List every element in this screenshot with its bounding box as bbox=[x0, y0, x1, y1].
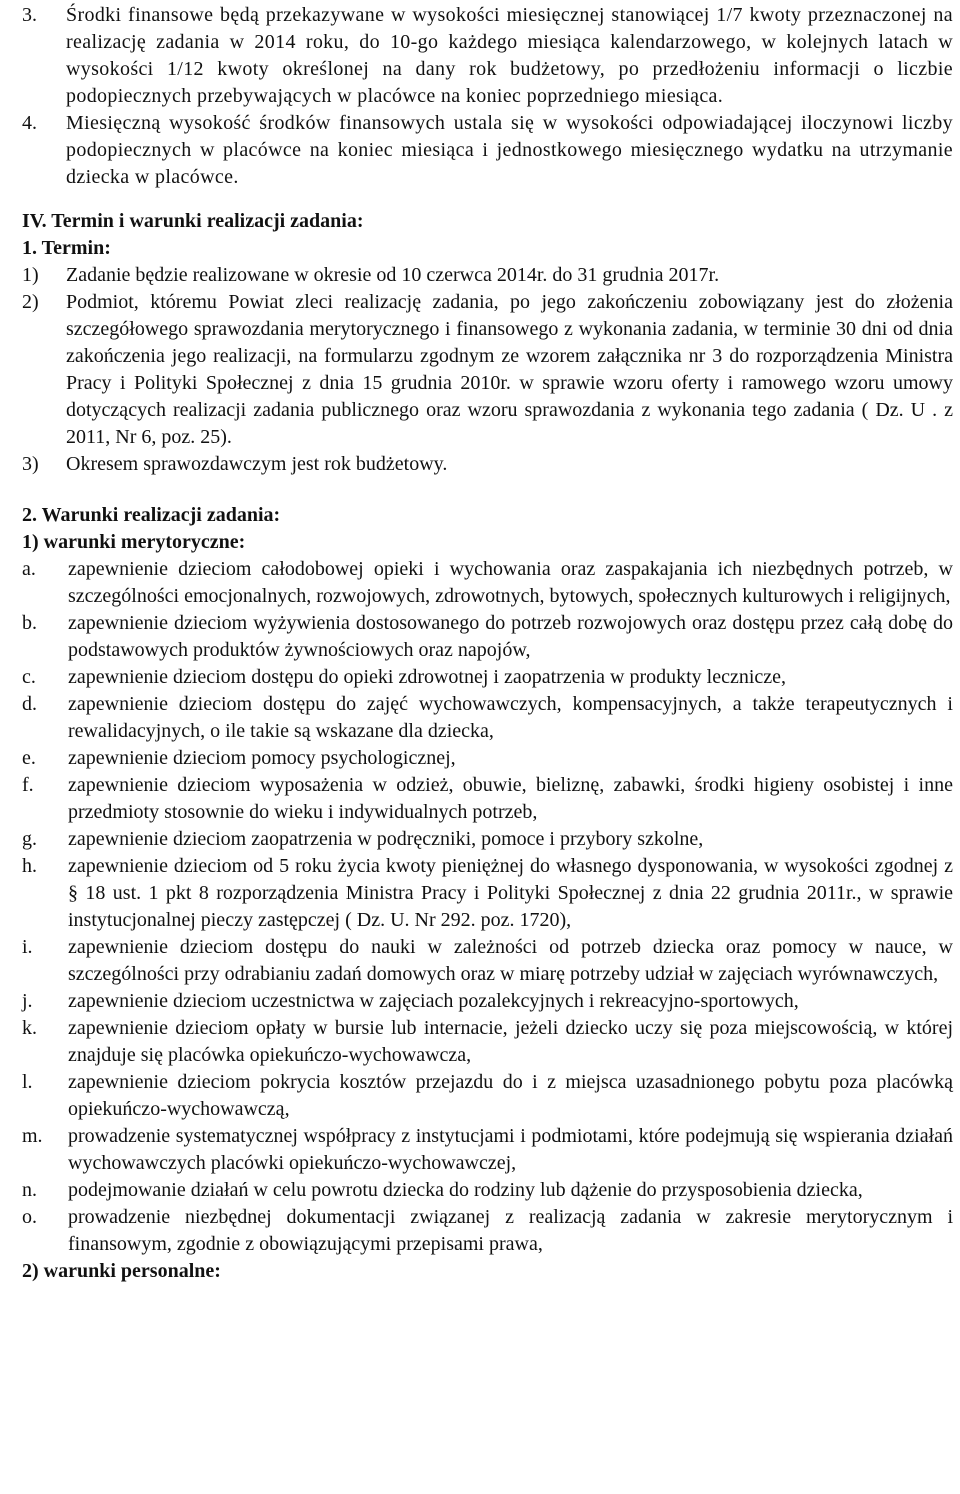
item-text: zapewnienie dzieciom dostępu do nauki w zależności od potrzeb dziecka oraz pomocy w nauce, w szczególności przy odrabianiu zadań domowych oraz w miarę potrzeby udział w zajęciach wyrównawczych, bbox=[68, 936, 953, 985]
item-number: 3) bbox=[22, 453, 39, 475]
item-number: 1) bbox=[22, 264, 39, 286]
list-item bbox=[22, 289, 953, 451]
paragraph-text: Środki finansowe będą przekazywane w wysokości miesięcznej stanowiącej 1/7 kwoty przeznaczonej na realizację zadania w 2014 roku, do 10-go każdego miesiąca kalendarzowego, w kolejnych latach w wysokości 1/12 kwoty określonej na dany rok budżetowy, po przedłożeniu informacji o liczbie podopiecznych przebywających w placówce na koniec poprzedniego miesiąca. bbox=[66, 4, 953, 107]
item-text: zapewnienie dzieciom całodobowej opieki i wychowania oraz zaspakajania ich niezbędnych potrzeb, w szczególności emocjonalnych, rozwojowych, zdrowotnych, bytowych, społecznych kulturowych i religijnych, bbox=[68, 558, 953, 607]
item-letter: c. bbox=[22, 666, 36, 688]
list-item bbox=[22, 556, 953, 610]
item-text: zapewnienie dzieciom pokrycia kosztów przejazdu do i z miejsca uzasadnionego pobytu poza placówką opiekuńczo-wychowawczą, bbox=[68, 1071, 953, 1120]
section-heading: IV. Termin i warunki realizacji zadania: bbox=[22, 210, 364, 232]
list-item bbox=[22, 610, 953, 664]
subsubsection-heading: 1) warunki merytoryczne: bbox=[22, 531, 246, 553]
item-letter: j. bbox=[22, 990, 33, 1012]
item-letter: g. bbox=[22, 828, 37, 850]
item-letter: l. bbox=[22, 1071, 33, 1093]
list-item bbox=[22, 772, 953, 826]
item-text: zapewnienie dzieciom zaopatrzenia w podręczniki, pomoce i przybory szkolne, bbox=[68, 828, 704, 850]
item-letter: k. bbox=[22, 1017, 37, 1039]
list-item bbox=[22, 664, 953, 691]
item-letter: b. bbox=[22, 612, 37, 634]
paragraph-text: Miesięczną wysokość środków finansowych ustala się w wysokości odpowiadającej iloczynowi liczby podopiecznych w placówce na koniec miesiąca i jednostkowego miesięcznego wydatku na utrzymanie dziecka w placówce. bbox=[66, 112, 953, 188]
item-text: zapewnienie dzieciom od 5 roku życia kwoty pieniężnej do własnego dysponowania, w wysokości zgodnej z § 18 ust. 1 pkt 8 rozporządzenia Ministra Pracy i Polityki Społecznej z dnia 22 grudnia 2011r., w sprawie instytucjonalnej pieczy zastępczej ( Dz. U. Nr 292. poz. 1720), bbox=[68, 855, 953, 931]
merytoryczne-list bbox=[22, 556, 953, 1258]
item-letter: n. bbox=[22, 1179, 37, 1201]
item-text: prowadzenie niezbędnej dokumentacji związanej z realizacją zadania w zakresie merytorycznym i finansowym, zgodnie z obowiązującymi przepisami prawa, bbox=[68, 1206, 953, 1255]
item-text: zapewnienie dzieciom dostępu do zajęć wychowawczych, kompensacyjnych, a także terapeutycznych i rewalidacyjnych, o ile takie są wskazane dla dziecka, bbox=[68, 693, 953, 742]
list-item bbox=[22, 745, 953, 772]
list-item bbox=[22, 934, 953, 988]
list-item bbox=[22, 1069, 953, 1123]
item-number: 2) bbox=[22, 291, 39, 313]
list-item bbox=[22, 853, 953, 934]
item-letter: i. bbox=[22, 936, 33, 958]
item-letter: o. bbox=[22, 1206, 37, 1228]
item-text: Podmiot, któremu Powiat zleci realizację zadania, po jego zakończeniu zobowiązany jest do złożenia szczegółowego sprawozdania merytorycznego i finansowego z wykonania zadania, w terminie 30 dni od dnia zakończenia jego realizacji, na formularzu zgodnym ze wzorem załącznika nr 3 do rozporządzenia Ministra Pracy i Polityki Społecznej z dnia 15 grudnia 2010r. w sprawie wzoru oferty i ramowego wzoru umowy dotyczących realizacji zadania publicznego oraz wzoru sprawozdania z wykonania tego zadania ( Dz. U . z 2011, Nr 6, poz. 25). bbox=[66, 291, 953, 448]
item-text: zapewnienie dzieciom wyposażenia w odzież, obuwie, bieliznę, zabawki, środki higieny osobistej i inne przedmioty stosownie do wieku i indywidualnych potrzeb, bbox=[68, 774, 953, 823]
paragraph-4 bbox=[22, 110, 953, 191]
item-letter: a. bbox=[22, 558, 36, 580]
list-item bbox=[22, 691, 953, 745]
item-text: zapewnienie dzieciom opłaty w bursie lub internacie, jeżeli dziecko uczy się poza miejscowością, w której znajduje się placówka opiekuńczo-wychowawcza, bbox=[68, 1017, 953, 1066]
item-letter: e. bbox=[22, 747, 36, 769]
item-text: zapewnienie dzieciom uczestnictwa w zajęciach pozalekcyjnych i rekreacyjno-sportowych, bbox=[68, 990, 799, 1012]
paragraph-3 bbox=[22, 2, 953, 110]
item-text: Okresem sprawozdawczym jest rok budżetowy. bbox=[66, 453, 448, 475]
list-item bbox=[22, 1015, 953, 1069]
item-letter: h. bbox=[22, 855, 37, 877]
item-text: zapewnienie dzieciom pomocy psychologicznej, bbox=[68, 747, 456, 769]
list-item bbox=[22, 1204, 953, 1258]
subsection-heading: 2. Warunki realizacji zadania: bbox=[22, 504, 281, 526]
item-letter: m. bbox=[22, 1125, 43, 1147]
list-item bbox=[22, 826, 953, 853]
item-text: Zadanie będzie realizowane w okresie od 10 czerwca 2014r. do 31 grudnia 2017r. bbox=[66, 264, 720, 286]
subsection-heading: 1. Termin: bbox=[22, 237, 111, 259]
item-letter: f. bbox=[22, 774, 34, 796]
list-item bbox=[22, 988, 953, 1015]
item-text: zapewnienie dzieciom wyżywienia dostosowanego do potrzeb rozwojowych oraz dostępu przez całą dobę do podstawowych produktów żywnościowych oraz napojów, bbox=[68, 612, 953, 661]
item-text: podejmowanie działań w celu powrotu dziecka do rodziny lub dążenie do przysposobienia dziecka, bbox=[68, 1179, 863, 1201]
paragraph-number: 4. bbox=[22, 112, 37, 134]
item-text: prowadzenie systematycznej współpracy z instytucjami i podmiotami, które podejmują się wspierania działań wychowawczych placówki opiekuńczo-wychowawczej, bbox=[68, 1125, 953, 1174]
list-item bbox=[22, 1177, 953, 1204]
list-item bbox=[22, 262, 953, 289]
list-item bbox=[22, 451, 953, 478]
item-text: zapewnienie dzieciom dostępu do opieki zdrowotnej i zaopatrzenia w produkty lecznicze, bbox=[68, 666, 787, 688]
list-item bbox=[22, 1123, 953, 1177]
subsubsection-heading: 2) warunki personalne: bbox=[22, 1260, 221, 1282]
paragraph-number: 3. bbox=[22, 4, 37, 26]
item-letter: d. bbox=[22, 693, 37, 715]
